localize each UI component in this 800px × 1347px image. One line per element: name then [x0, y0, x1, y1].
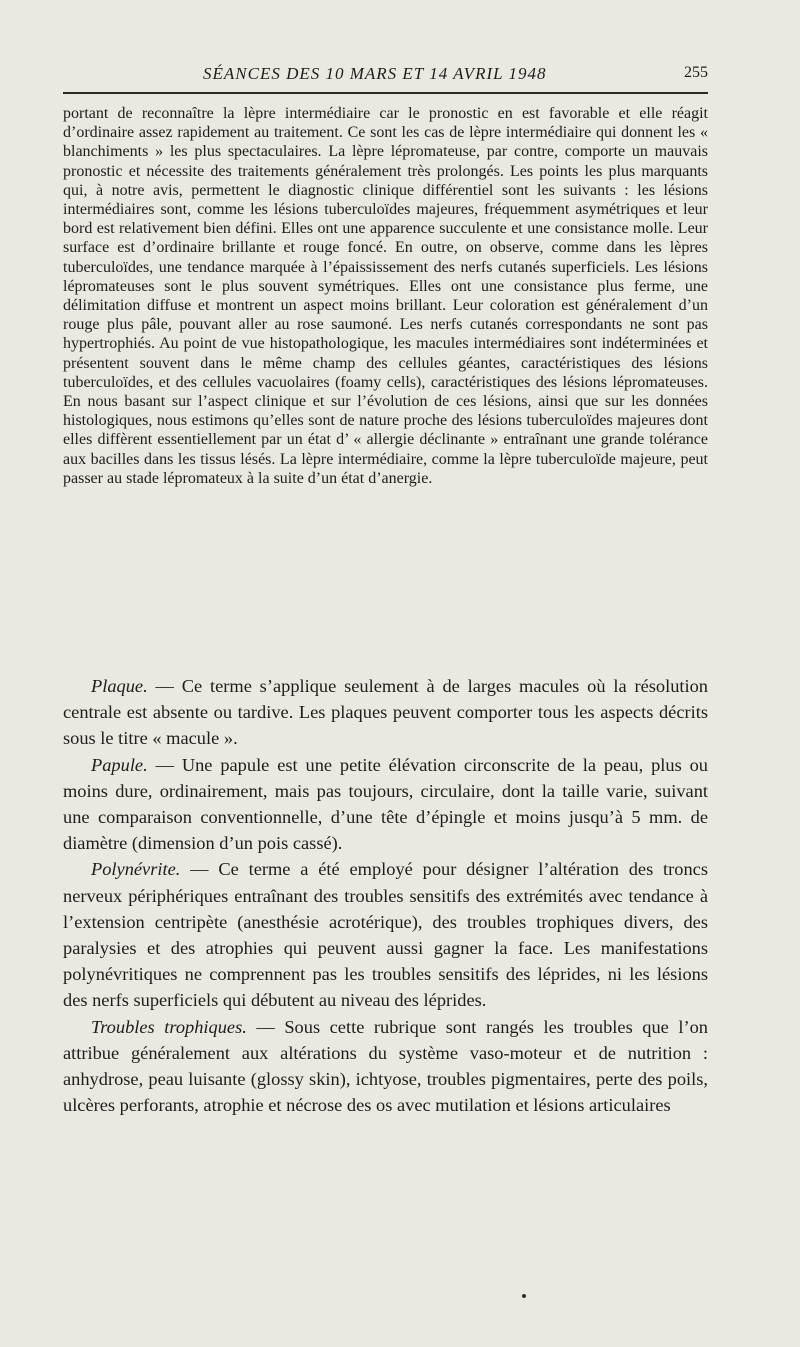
glossary-entry-polynevrite — [63, 856, 708, 1013]
page-header — [63, 60, 708, 86]
print-speck — [522, 1294, 526, 1298]
entry-text: — Ce terme s’applique seulement à de larges macules où la résolution centrale est absente ou tardive. Les plaques peuvent comporter tous les aspects décrits sous le titre « macule ». — [63, 676, 708, 749]
continuation-text — [63, 104, 708, 488]
entry-term: Plaque. — [91, 676, 148, 696]
entry-term: Polynévrite. — [91, 859, 181, 880]
glossary-entry-papule — [63, 752, 708, 857]
entry-text: — Une papule est une petite élévation circonscrite de la peau, plus ou moins dure, ordinairement, mais pas toujours, circulaire, dont la taille varie, suivant une comparaison conventionnelle, d’une tête d’épingle et moins jusqu’à 5 mm. de diamètre (dimension d’un pois cassé). — [63, 754, 708, 854]
page-number: 255 — [684, 64, 708, 81]
header-rule — [63, 92, 708, 94]
entry-text: — Ce terme a été employé pour désigner l’altération des troncs nerveux périphériques entraînant des troubles sensitifs des extrémités avec tendance à l’extension centripète (anesthésie acrotérique), des troubles trophiques divers, des paralysies et des atrophies qui peuvent aussi gagner la face. Les manifestations polynévritiques ne comprennent pas les troubles sensitifs des léprides, ni les lésions des nerfs superficiels qui débutent au niveau des léprides. — [63, 859, 708, 1011]
glossary-entry-troubles-trophiques — [63, 1014, 708, 1119]
glossary-entry-plaque — [63, 673, 708, 752]
entry-term: Papule. — [91, 754, 148, 775]
entry-text: — Sous cette rubrique sont rangés les troubles que l’on attribue généralement aux altérations du système vaso-moteur et de nutrition : anhydrose, peau luisante (glossy skin), ichtyose, troubles pigmentaires, perte des poils, ulcères perforants, atrophie et nécrose des os avec mutilation et lésions articulaires — [63, 1016, 708, 1116]
continuation-paragraph: portant de reconnaître la lèpre intermédiaire car le pronostic en est favorable et elle réagit d’ordinaire assez rapidement au traitement. Ce sont les cas de lèpre intermédiaire qui donnent les « blanchiments » les plus spectaculaires. La lèpre lépromateuse, par contre, comporte un mauvais pronostic et nécessite des traitements généralement très prolongés. Les points les plus marquants qui, à notre avis, permettent le diagnostic clinique différentiel sont les suivants : les lésions intermédiaires sont, comme les lésions tuberculoïdes majeures, fréquemment asymétriques et leur bord est relativement bien défini. Elles ont une apparence succulente et une consistance molle. Leur surface est d’ordinaire brillante et rouge foncé. En outre, on observe, comme dans les lèpres tuberculoïdes, une tendance marquée à l’épaississement des nerfs cutanés superficiels. Les lésions lépromateuses sont le plus souvent symétriques. Elles ont une consistance plus ferme, une délimitation diffuse et montrent un aspect moins brillant. Leur coloration est généralement d’un rouge plus pâle, pouvant aller au rose saumoné. Les nerfs cutanés correspondants ne sont pas hypertrophiés. Au point de vue histopathologique, les macules intermédiaires sont indéterminées et présentent souvent dans le même champ des cellules géantes, caractéristiques des lésions tuberculoïdes, et des cellules vacuolaires (foamy cells), caractéristiques des lésions lépromateuses. En nous basant sur l’aspect clinique et sur l’évolution de ces lésions, ainsi que sur les données histologiques, nous estimons qu’elles sont de nature proche des lésions tuberculoïdes majeures dont elles diffèrent essentiellement par un état d’ « allergie déclinante » entraînant une grande tolérance aux bacilles dans les tissus lésés. La lèpre intermédiaire, comme la lèpre tuberculoïde majeure, peut passer au stade lépromateux à la suite d’un état d’anergie. — [63, 105, 708, 487]
glossary-section — [63, 673, 708, 1118]
running-title: SÉANCES DES 10 MARS ET 14 AVRIL 1948 — [203, 64, 547, 83]
entry-term: Troubles trophiques. — [91, 1016, 247, 1037]
